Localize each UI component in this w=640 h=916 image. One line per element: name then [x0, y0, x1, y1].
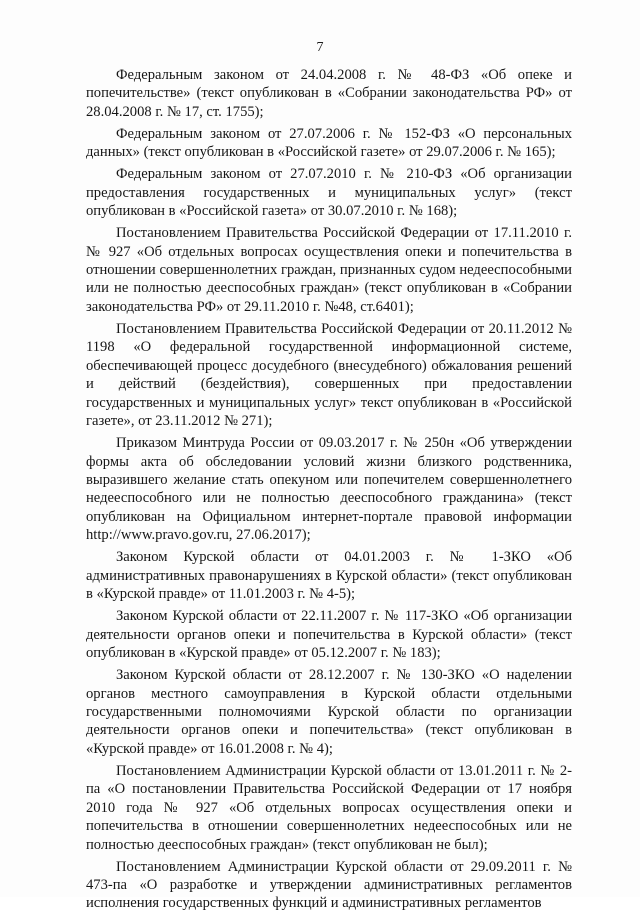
- paragraph: Постановлением Правительства Российской Федерации от 20.11.2012 № 1198 «О федеральной государственной информационной системе, обеспечивающей процесс досудебного (внесудебного) обжалования решений и действий (бездействия), совершенных при предоставлении государственных и муниципальных услуг» текст опубликован в «Российской газете», от 23.11.2012 № 271);: [86, 320, 572, 430]
- paragraph: Федеральным законом от 27.07.2006 г. № 152-ФЗ «О персональных данных» (текст опубликован в «Российской газете» от 29.07.2006 г. № 165);: [86, 125, 572, 161]
- document-body: [86, 66, 572, 916]
- paragraph: Постановлением Правительства Российской Федерации от 17.11.2010 г. № 927 «Об отдельных вопросах осуществления опеки и попечительства в отношении совершеннолетних граждан, признанных судом недееспособными или не полностью дееспособных граждан» (текст опубликован в «Собрании законодательства РФ» от 29.11.2010 г. №48, ст.6401);: [86, 225, 572, 315]
- paragraph: Законом Курской области от 22.11.2007 г. № 117-ЗКО «Об организации деятельности органов опеки и попечительства в Курской области» (текст опубликован в «Курской правде» от 05.12.2007 г. № 183);: [86, 608, 572, 662]
- paragraph: Законом Курской области от 04.01.2003 г. № 1-ЗКО «Об административных правонарушениях в Курской области» (текст опубликован в «Курской правде» от 11.01.2003 г. № 4-5);: [86, 549, 572, 603]
- paragraph: Федеральным законом от 24.04.2008 г. № 48-ФЗ «Об опеке и попечительстве» (текст опубликован в «Собрании законодательства РФ» от 28.04.2008 г. № 17, ст. 1755);: [86, 67, 572, 120]
- paragraph: Постановлением Администрации Курской области от 13.01.2011 г. № 2-па «О постановлении Правительства Российской Федерации от 17 ноября 2010 года № 927 «Об отдельных вопросах осуществления опеки и попечительства в отношении совершеннолетних недееспособных или не полностью дееспособных граждан» (текст опубликован не был);: [86, 762, 572, 853]
- paragraph: Приказом Минтруда России от 09.03.2017 г. № 250н «Об утверждении формы акта об обследовании условий жизни близкого родственника, выразившего желание стать опекуном или попечителем совершеннолетнего недееспособного или не полностью дееспособного гражданина» (текст опубликован на Официальном интернет-портале правовой информации http://www.pravo.gov.ru, 27.06.2017);: [86, 435, 572, 544]
- page-number: 7: [316, 40, 324, 55]
- paragraph: Постановлением Администрации Курской области от 29.09.2011 г. № 473-па «О разработке и утверждении административных регламентов исполнения государственных функций и административных регламентов: [86, 858, 572, 912]
- paragraph: Законом Курской области от 28.12.2007 г. № 130-ЗКО «О наделении органов местного самоуправления в Курской области отдельными государственными полномочиями Курской области по организации деятельности органов опеки и попечительства» (текст опубликован в «Курской правде» от 16.01.2008 г. № 4);: [86, 667, 572, 757]
- paragraph: Федеральным законом от 27.07.2010 г. № 210-ФЗ «Об организации предоставления государственных и муниципальных услуг» (текст опубликован в «Российской газета» от 30.07.2010 г. № 168);: [86, 166, 572, 220]
